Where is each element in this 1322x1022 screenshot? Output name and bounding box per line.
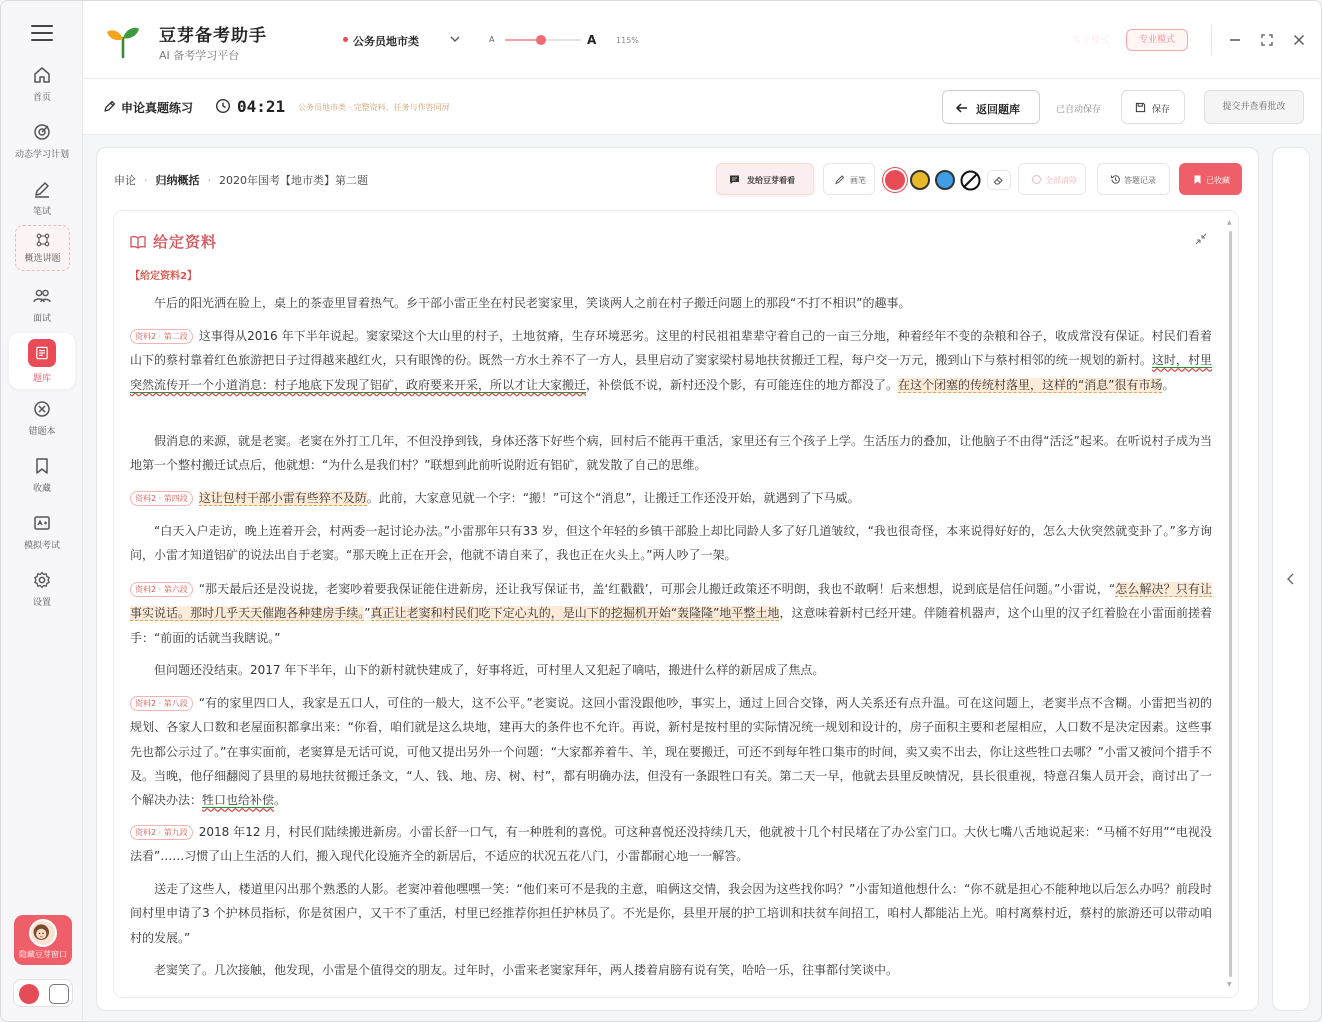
bank-icon: [28, 339, 56, 367]
sidebar-item-label: 笔试: [32, 207, 51, 217]
sidebar-item-label: 面试: [32, 314, 51, 324]
sidebar-item-home[interactable]: [1, 65, 83, 117]
maximize-icon[interactable]: [1260, 33, 1274, 47]
send-to-assistant-button[interactable]: [716, 163, 814, 195]
breadcrumb: 申论 · 归纳概括 · 2020年国考【地市类】第二题: [114, 174, 368, 187]
font-increase-label[interactable]: A: [587, 33, 597, 47]
app-header: [83, 1, 1322, 79]
annotation-highlight[interactable]: 怎么解决？只有让事实说话。那时几乎天天催跑各种建房手续。: [130, 582, 1212, 621]
divider: [1211, 25, 1212, 55]
hide-assistant-button[interactable]: [14, 915, 72, 965]
exercise-meta: 公务员地市类 · 完整资料、任务与作答同屏: [298, 103, 450, 112]
sidebar-item-mock-exam[interactable]: [1, 513, 83, 565]
square-icon[interactable]: [49, 984, 69, 1004]
exam-icon: [32, 513, 52, 533]
sidebar-item-label: 收藏: [32, 484, 51, 494]
menu-icon[interactable]: [31, 25, 53, 43]
no-color-icon[interactable]: [960, 170, 981, 191]
sidebar-item-favorites[interactable]: [1, 456, 83, 508]
record-dot-icon[interactable]: [19, 984, 39, 1004]
slider-knob[interactable]: [536, 35, 546, 45]
assistant-label: 隐藏豆芽窗口: [19, 950, 67, 959]
minimize-icon[interactable]: [1228, 33, 1242, 47]
material-paragraph-3: 假消息的来源，就是老窦。老窦在外打工几年，不但没挣到钱，身体还落下好些个病，回村后不能再干重活，家里还有三个孩子上学。生活压力的叠加，让他脑子不由得“活泛”起来。在听说村子成为当地第一个整村搬迁试点后，他就想：“为什么是我们村？”联想到此前听说附近有铝矿，就发散了自己的思维。: [130, 434, 1212, 473]
section-label: 【给定资料2】: [130, 271, 197, 282]
scrollbar-thumb[interactable]: [1229, 231, 1232, 977]
material-paragraph-6: 资料2 · 第六段 “那天最后还是没说拢，老窦吵着要我保证能住进新房，还让我写保证书，盖‘红戳戳’，可那会儿搬迁政策还不明朗，我也不敢啊！后来想想，说到底是信任问题。”小雷说，“怎么解决？只有让事实说话。那时几乎天天催跑各种建房手续。”真正让老窦和村民们吃下定心丸的，是山下的挖掘机开始“轰隆隆”地平整土地，这意味着新村已经开建。伴随着机器声，这个山里的汉子红着脸在小雷面前搓着手：“前面的话就当我瞎说。”: [130, 582, 1212, 645]
breadcrumb-question: 2020年国考【地市类】第二题: [219, 174, 368, 187]
material-paragraph-11: 老窦笑了。几次接触，他发现，小雷是个值得交的朋友。过年时，小雷来老窦家拜年，两人搂着肩膀有说有笑，哈哈一乐，往事都付笑谈中。: [154, 963, 899, 977]
paragraph-tag[interactable]: 资料2 · 第四段: [130, 491, 193, 506]
back-to-bank-button[interactable]: [942, 90, 1040, 124]
eraser-icon: [993, 175, 1004, 186]
material-paragraph-9: 资料2 · 第九段 2018 年12 月，村民们陆续搬进新房。小雷长舒一口气，有一种胜利的喜悦。可这种喜悦还没持续几天，他就被十几个村民堵在了办公室门口。大伙七嘴八舌地说起来：“马桶不好用”“电视没法看”……习惯了山上生活的人们，搬入现代化设施齐全的新居后，不适应的状况五花八门，小雷都耐心地一一解答。: [130, 825, 1212, 864]
save-button[interactable]: [1121, 90, 1185, 124]
submit-button[interactable]: 提交并查看批改: [1204, 90, 1304, 124]
category-select[interactable]: [341, 31, 463, 51]
pen-tool-button[interactable]: [823, 163, 875, 195]
material-paragraph-7: 但问题还没结束。2017 年下半年，山下的新村就快建成了，好事将近，可村里人又犯起了嘀咕，搬进什么样的新居成了焦点。: [154, 663, 825, 677]
answer-records-button[interactable]: [1097, 163, 1170, 195]
app-subtitle: AI 备考学习平台: [159, 49, 240, 62]
sidebar-item-interview[interactable]: [1, 286, 83, 338]
color-blue-swatch[interactable]: [935, 170, 955, 190]
annotation-highlight[interactable]: 真正让老窦和村民们吃下定心丸的，是山下的挖掘机开始“轰隆隆”地平整土地: [370, 606, 780, 621]
bookmark-icon: [32, 456, 52, 476]
scroll-up-icon[interactable]: ▲: [1227, 219, 1232, 226]
pen-icon: [32, 179, 52, 199]
answer-panel-collapsed[interactable]: [1272, 147, 1310, 1011]
sidebar-item-label: 模拟考试: [23, 541, 60, 551]
clock-icon: [215, 98, 231, 114]
font-decrease-label[interactable]: A: [489, 35, 495, 44]
save-icon: [1135, 102, 1146, 113]
send-label: 发给豆芽看看: [747, 176, 795, 185]
pro-mode-button[interactable]: 专业模式: [1126, 29, 1188, 51]
material-paragraph-8: 资料2 · 第八段 “有的家里四口人，我家是五口人，可住的一般大，这不公平。”老窦说。这回小雷没跟他吵，事实上，通过上回合交锋，两人关系还有点升温。可在这问题上，老窦半点不含糊。小雷把当初的规划、各家人口数和老屋面积都拿出来：“你看，咱们就是这么块地，建再大的条件也不允许。再说，新村是按村里的实际情况统一规划和设计的，房子面积主要和老屋相应，人口数不是决定因素。这些事先也都公示过了。”在事实面前，老窦算是无话可说，可他又提出另外一个问题：“大家都养着牛、羊，现在要搬迁，可还不到每年牲口集市的时间，卖又卖不出去，你让这些牲口去哪？”小雷又被问个措手不及。当晚，他仔细翻阅了县里的易地扶贫搬迁条文，“人、钱、地、房、树、村”，都有明确办法，但没有一条跟牲口有关。第二天一早，他就去县里反映情况，县长很重视，特意召集人员开会，商讨出了一个解决办法：牲口也给补偿。: [130, 696, 1212, 808]
material-paragraph-4: 资料2 · 第四段 这让包村干部小雷有些猝不及防。此前，大家意见就一个字：“搬！”可这个“消息”，让搬迁工作还没开始，就遇到了下马威。: [130, 486, 1212, 510]
collapse-icon[interactable]: [1195, 233, 1207, 245]
back-label: 返回题库: [976, 103, 1020, 116]
chevron-left-icon[interactable]: [1285, 572, 1297, 586]
paragraph-tag[interactable]: 资料2 · 第六段: [130, 582, 193, 597]
status-dot: [343, 37, 348, 42]
brush-icon: [834, 174, 845, 185]
material-paragraph-10: 送走了这些人，楼道里闪出那个熟悉的人影。老窦冲着他嘿嘿一笑：“他们来可不是我的主意，咱俩这交情，我会因为这些找你吗？”小雷知道他想什么：“你不就是担心不能种地以后怎么办吗？前段时间村里申请了3 个护林员指标，你是贫困户，又干不了重活，村里已经推荐你担任护林员了。不光是你，县里开展的护工培训和扶贫车间招工，咱村人都能沾上光。咱村离蔡村近，蔡村的旅游还可以带动咱村的发展。”: [130, 882, 1212, 945]
clear-label: 全部清除: [1045, 176, 1077, 185]
arrow-left-icon: [955, 101, 969, 115]
exercise-toolbar: [83, 79, 1322, 135]
sidebar-item-label: 设置: [32, 598, 51, 608]
category-value: 公务员地市类: [353, 35, 419, 48]
sidebar-item-label: 概选讲题: [24, 254, 61, 264]
breadcrumb-subject[interactable]: 申论: [114, 174, 136, 187]
bookmark-filled-icon: [1192, 174, 1203, 185]
target-icon: [32, 122, 52, 142]
sidebar-item-written[interactable]: [1, 179, 83, 231]
x-circle-icon: [32, 399, 52, 419]
exercise-title: 申论真题练习: [121, 101, 194, 115]
clear-icon: [1031, 174, 1042, 185]
clear-all-button[interactable]: [1018, 163, 1086, 195]
sidebar-item-plan[interactable]: [1, 122, 83, 174]
annotation-highlight[interactable]: 这让包村干部小雷有些猝不及防: [198, 491, 367, 505]
home-icon: [32, 65, 52, 85]
book-icon: [130, 235, 146, 249]
pen-nib-icon: [103, 99, 117, 113]
people-icon: [32, 286, 52, 306]
font-size-slider[interactable]: [505, 39, 581, 41]
nodes-icon: [35, 232, 51, 248]
annotation-highlight[interactable]: 牲口也给补偿: [202, 793, 275, 808]
sidebar: [1, 1, 83, 1022]
question-card: [96, 147, 1259, 1011]
annotation-highlight[interactable]: 这时，村里突然流传开一个小道消息：村子地底下发现了铝矿，政府要来开采，所以才让大家搬迁: [130, 353, 1212, 392]
app-title: 豆芽备考助手: [159, 26, 267, 46]
assistant-avatar: [29, 919, 57, 947]
material-panel: [113, 210, 1239, 998]
eraser-button[interactable]: [987, 170, 1011, 190]
zoom-value: 115%: [616, 36, 639, 45]
close-icon[interactable]: [1292, 33, 1306, 47]
history-icon: [1110, 174, 1121, 185]
breadcrumb-type[interactable]: 归纳概括: [155, 174, 200, 187]
sidebar-item-label: 错题本: [28, 427, 56, 437]
paragraph-tag[interactable]: 资料2 · 第二段: [130, 329, 193, 344]
sidebar-item-label: 动态学习计划: [14, 150, 69, 160]
paragraph-tag[interactable]: 资料2 · 第九段: [130, 825, 193, 840]
material-paragraph-2: 资料2 · 第二段 这事得从2016 年下半年说起。窦家梁这个大山里的村子，土地贫瘠，生存环境恶劣。这里的村民祖祖辈辈守着自己的一亩三分地，种着经年不变的杂粮和谷子，收成常没有保证。村民们看着山下的蔡村靠着红色旅游把日子过得越来越红火，只有眼馋的份。既然一方水土养不了一方人，县里启动了窦家梁村易地扶贫搬迁工程，每户交一万元，搬到山下与蔡村相邻的统一规划的新村。这时，村里突然流传开一个小道消息：村子地底下发现了铝矿，政府要来开采，所以才让大家搬迁，补偿低不说，新村还没个影，有可能连住的地方都没了。在这个闭塞的传统村落里，这样的“消息”很有市场。: [130, 329, 1212, 392]
material-title: 给定资料: [153, 233, 218, 251]
pen-label: 画笔: [850, 176, 866, 185]
sidebar-item-settings[interactable]: [1, 570, 83, 622]
sidebar-item-lecture[interactable]: [15, 225, 70, 271]
color-yellow-swatch[interactable]: [910, 170, 930, 190]
autosave-status: 已自动保存: [1056, 105, 1102, 115]
sprout-logo-icon: [105, 23, 141, 59]
sidebar-item-bank[interactable]: [9, 333, 75, 389]
chevron-down-icon: [449, 33, 461, 45]
material-paragraph-5: “白天入户走访，晚上连着开会，村两委一起讨论办法。”小雷那年只有33 岁，但这个年轻的乡镇干部脸上却比同龄人多了好几道皱纹，“我也很奇怪，本来说得好好的，怎么大伙突然就变卦了。”多方询问，小雷才知道铝矿的说法出自于老窦。“那天晚上正在开会，他就不请自来了，我也正在火头上。”两人吵了一架。: [130, 524, 1212, 563]
scroll-down-icon[interactable]: ▼: [1227, 981, 1232, 988]
records-label: 答题记录: [1124, 176, 1156, 185]
theme-toggle[interactable]: [13, 979, 73, 1007]
sidebar-item-label: 首页: [32, 93, 51, 103]
timer: 04:21: [237, 97, 286, 116]
collected-button[interactable]: [1179, 163, 1242, 195]
paragraph-tag[interactable]: 资料2 · 第八段: [130, 696, 193, 711]
collected-label: 已收藏: [1206, 176, 1230, 185]
save-label: 保存: [1152, 105, 1171, 115]
annotation-highlight[interactable]: 在这个闭塞的传统村落里，这样的“消息”很有市场: [898, 377, 1163, 392]
color-red-swatch[interactable]: [885, 170, 905, 190]
sidebar-item-mistakes[interactable]: [1, 399, 83, 451]
sidebar-item-label: 题库: [32, 374, 51, 384]
material-paragraph-1: 午后的阳光洒在脸上，桌上的茶壶里冒着热气。乡干部小雷正坐在村民老窦家里，笑谈两人之前在村子搬迁问题上的那段“不打不相识”的趣事。: [154, 296, 911, 310]
gear-icon: [32, 570, 52, 590]
chat-icon: [729, 174, 740, 185]
hidden-mode-label: 专业模式: [1073, 36, 1110, 46]
